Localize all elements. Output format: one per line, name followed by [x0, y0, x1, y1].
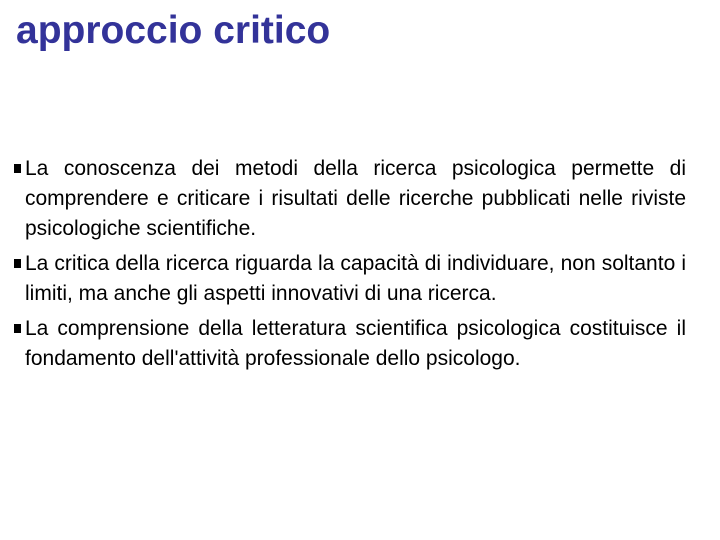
bullet-item: [14, 314, 686, 374]
square-bullet-icon: [14, 259, 21, 268]
bullet-text: La conoscenza dei metodi della ricerca psicologica permette di comprendere e criticare i risultati delle ricerche pubblicati nelle riviste psicologiche scientifiche.: [25, 157, 686, 240]
bullet-item: [14, 249, 686, 309]
bullet-list: [14, 154, 686, 379]
bullet-item: [14, 154, 686, 244]
slide-title: approccio critico: [16, 9, 331, 52]
square-bullet-icon: [14, 324, 21, 333]
bullet-text: La comprensione della letteratura scientifica psicologica costituisce il fondamento dell'attività professionale dello psicologo.: [25, 317, 686, 370]
bullet-text: La critica della ricerca riguarda la capacità di individuare, non soltanto i limiti, ma anche gli aspetti innovativi di una ricerca.: [25, 252, 686, 305]
square-bullet-icon: [14, 164, 21, 173]
